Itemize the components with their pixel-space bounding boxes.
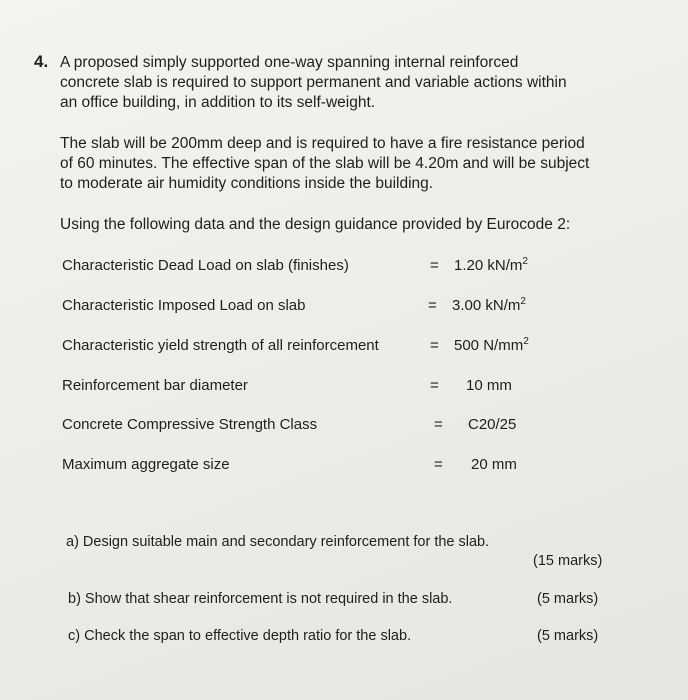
detail-line: to moderate air humidity conditions inside the building. (60, 175, 434, 192)
data-row-aggregate-size (62, 456, 622, 478)
part-a-text: a) Design suitable main and secondary reinforcement for the slab. (66, 534, 490, 550)
question-number: 4. (34, 52, 49, 71)
equals-sign: = (434, 456, 443, 473)
data-value: 20 mm (471, 456, 517, 473)
intro-paragraph (60, 53, 567, 113)
data-intro: Using the following data and the design guidance provided by Eurocode 2: (60, 216, 571, 233)
data-label: Characteristic yield strength of all reinforcement (62, 337, 379, 354)
data-label: Characteristic Dead Load on slab (finishes) (62, 257, 349, 274)
data-value: 3.00 $kN/m^2$ (452, 296, 526, 314)
equals-sign: = (434, 416, 443, 433)
data-row-imposed-load (62, 297, 622, 319)
part-b-text: b) Show that shear reinforcement is not required in the slab. (68, 591, 453, 607)
data-label: Characteristic Imposed Load on slab (62, 297, 306, 314)
data-row-bar-diameter (62, 377, 622, 399)
data-label: Reinforcement bar diameter (62, 377, 248, 394)
equals-sign: = (430, 257, 439, 274)
part-b-marks: (5 marks) (537, 591, 599, 607)
data-value: C20/25 (468, 416, 517, 433)
data-label: Maximum aggregate size (62, 456, 230, 473)
equals-sign: = (430, 337, 439, 354)
detail-paragraph (60, 134, 589, 194)
intro-line: A proposed simply supported one-way spanning internal reinforced (60, 54, 519, 71)
detail-line: of 60 minutes. The effective span of the slab will be 4.20m and will be subject (60, 155, 590, 172)
part-a-marks: (15 marks) (533, 553, 603, 569)
equals-sign: = (428, 297, 437, 314)
data-value: 10 mm (466, 377, 512, 394)
data-row-dead-load (62, 257, 622, 279)
data-label: Concrete Compressive Strength Class (62, 416, 318, 433)
intro-line: concrete slab is required to support permanent and variable actions within (60, 74, 567, 91)
equals-sign: = (430, 377, 439, 394)
part-c-text: c) Check the span to effective depth ratio for the slab. (68, 628, 412, 644)
part-c-marks: (5 marks) (537, 628, 599, 644)
intro-line: an office building, in addition to its self-weight. (60, 94, 376, 111)
data-row-concrete-class (62, 416, 622, 438)
data-row-yield-strength (62, 337, 622, 359)
detail-line: The slab will be 200mm deep and is required to have a fire resistance period (60, 135, 585, 152)
data-value: 500 $N/mm^2$ (454, 336, 529, 354)
data-value: 1.20 $kN/m^2$ (454, 256, 528, 274)
